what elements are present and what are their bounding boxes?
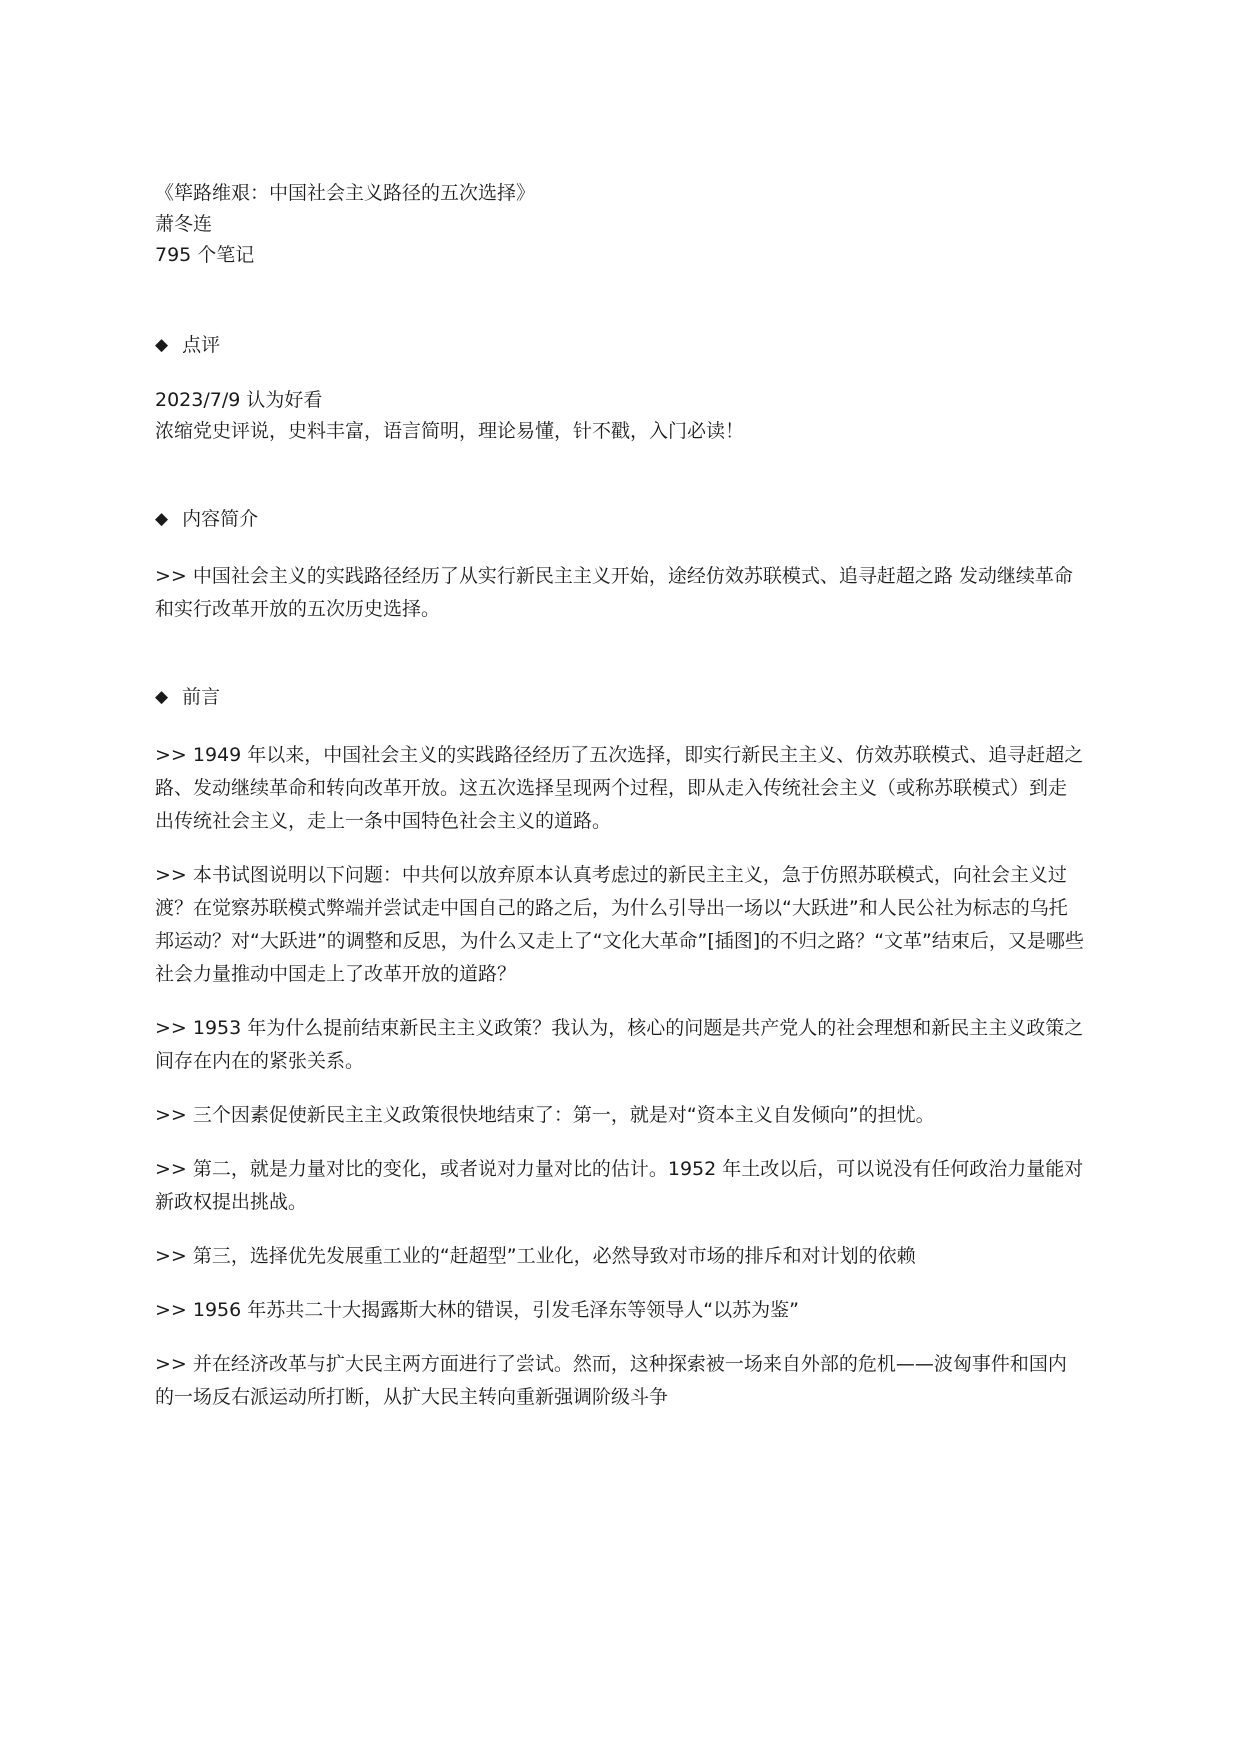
- preface-heading: [155, 682, 1085, 713]
- preface-paragraph: >> 并在经济改革与扩大民主两方面进行了尝试。然而，这种探索被一场来自外部的危机——波匈事件和国内的一场反右派运动所打断，从扩大民主转向重新强调阶级斗争: [155, 1353, 1067, 1408]
- review-heading-label: 点评: [182, 334, 221, 356]
- preface-paragraph: >> 第二，就是力量对比的变化，或者说对力量对比的估计。1952 年土改以后，可以说没有任何政治力量能对新政权提出挑战。: [155, 1158, 1084, 1213]
- intro-paragraph: >> 中国社会主义的实践路径经历了从实行新民主主义开始，途经仿效苏联模式、追寻赶超之路 发动继续革命和实行改革开放的五次历史选择。: [155, 565, 1073, 620]
- review-section: [155, 330, 1085, 447]
- preface-body: [155, 739, 1085, 1414]
- preface-paragraph: >> 1949 年以来，中国社会主义的实践路径经历了五次选择，即实行新民主主义、仿效苏联模式、追寻赶超之路、发动继续革命和转向改革开放。这五次选择呈现两个过程，即从走入传统社会主义（或称苏联模式）到走出传统社会主义，走上一条中国特色社会主义的道路。: [155, 744, 1084, 832]
- intro-section: [155, 504, 1085, 626]
- intro-body: [155, 560, 1085, 626]
- review-heading: [155, 330, 1085, 361]
- book-author: 萧冬连: [155, 213, 213, 235]
- review-text: 浓缩党史评说，史料丰富，语言简明，理论易懂，针不戳，入门必读！: [155, 420, 745, 442]
- diamond-bullet-icon: ◆: [155, 687, 169, 707]
- preface-heading-label: 前言: [182, 686, 221, 708]
- review-date-line: 2023/7/9 认为好看: [155, 389, 323, 411]
- document-page: [155, 178, 1085, 1414]
- preface-paragraph: >> 1956 年苏共二十大揭露斯大林的错误，引发毛泽东等领导人“以苏为鉴”: [155, 1299, 799, 1321]
- book-title: 《筚路维艰：中国社会主义路径的五次选择》: [155, 182, 536, 204]
- diamond-bullet-icon: ◆: [155, 509, 169, 529]
- review-body: [155, 385, 1085, 447]
- note-count: 795 个笔记: [155, 244, 255, 266]
- preface-paragraph: >> 第三，选择优先发展重工业的“赶超型”工业化，必然导致对市场的排斥和对计划的依赖: [155, 1245, 916, 1267]
- preface-paragraph: >> 本书试图说明以下问题：中共何以放弃原本认真考虑过的新民主主义，急于仿照苏联模式，向社会主义过渡？在觉察苏联模式弊端并尝试走中国自己的路之后，为什么引导出一场以“大跃进”和人民公社为标志的乌托邦运动？对“大跃进”的调整和反思，为什么又走上了“文化大革命”[插图]的不归之路？“文革”结束后，又是哪些社会力量推动中国走上了改革开放的道路？: [155, 864, 1084, 985]
- preface-paragraph: >> 1953 年为什么提前结束新民主主义政策？我认为，核心的问题是共产党人的社会理想和新民主主义政策之间存在内在的紧张关系。: [155, 1017, 1084, 1072]
- preface-section: [155, 682, 1085, 1414]
- diamond-bullet-icon: ◆: [155, 335, 169, 355]
- intro-heading-label: 内容简介: [182, 508, 259, 530]
- book-header: [155, 178, 1085, 271]
- intro-heading: [155, 504, 1085, 535]
- preface-paragraph: >> 三个因素促使新民主主义政策很快地结束了：第一，就是对“资本主义自发倾向”的担忧。: [155, 1104, 935, 1126]
